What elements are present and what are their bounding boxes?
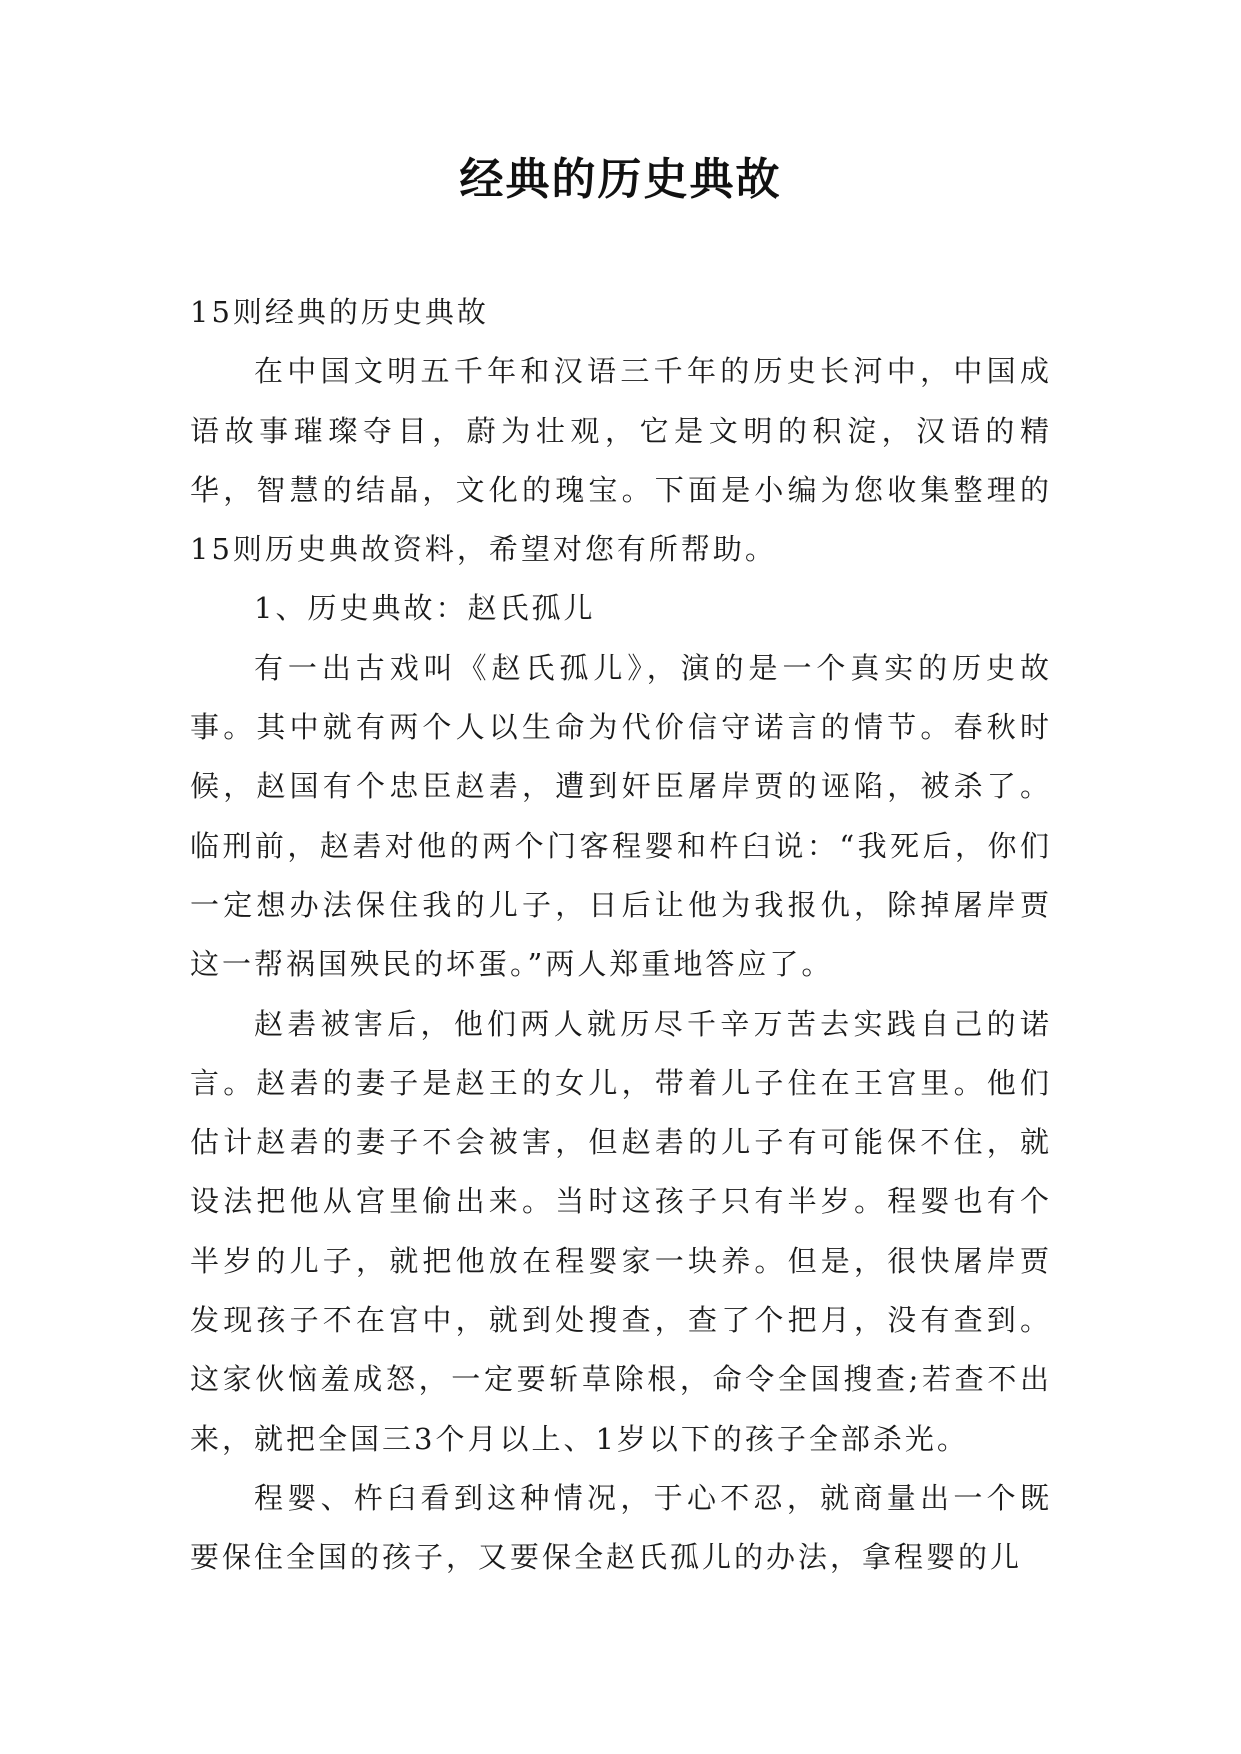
paragraph-story-1: 有一出古戏叫《赵氏孤儿》，演的是一个真实的历史故事。其中就有两个人以生命为代价信守诺言的情节。春秋时候，赵国有个忠臣赵砉，遭到奸臣屠岸贾的诬陷，被杀了。临刑前，赵砉对他的两个门客程婴和杵臼说：“我死后，你们一定想办法保住我的儿子，日后让他为我报仇，除掉屠岸贾这一帮祸国殃民的坏蛋。”两人郑重地答应了。 [190, 650, 1052, 982]
section-heading: 1、历史典故：赵氏孤儿 [254, 591, 596, 626]
paragraph-story-2: 赵砉被害后，他们两人就历尽千辛万苦去实践自己的诺言。赵砉的妻子是赵王的女儿，带着儿子住在王宫里。他们估计赵砉的妻子不会被害，但赵砉的儿子有可能保不住，就设法把他从宫里偷出来。当时这孩子只有半岁。程婴也有个半岁的儿子，就把他放在程婴家一块养。但是，很快屠岸贾发现孩子不在宫中，就到处搜查，查了个把月，没有查到。这家伙恼羞成怒，一定要斩草除根，命令全国搜查;若查不出来，就把全国三3个月以上、1岁以下的孩子全部杀光。 [190, 1006, 1052, 1456]
document-title: 经典的历史典故 [459, 154, 782, 205]
paragraph-story-3: 程婴、杵臼看到这种情况，于心不忍，就商量出一个既要保住全国的孩子，又要保全赵氏孤儿的办法，拿程婴的儿 [190, 1480, 1052, 1575]
document-body [190, 283, 1052, 1588]
paragraph-intro: 在中国文明五千年和汉语三千年的历史长河中，中国成语故事璀璨夺目，蔚为壮观，它是文明的积淀，汉语的精华，智慧的结晶，文化的瑰宝。下面是小编为您收集整理的15则历史典故资料，希望对您有所帮助。 [190, 354, 1052, 567]
paragraph-subtitle: 15则经典的历史典故 [190, 295, 489, 329]
